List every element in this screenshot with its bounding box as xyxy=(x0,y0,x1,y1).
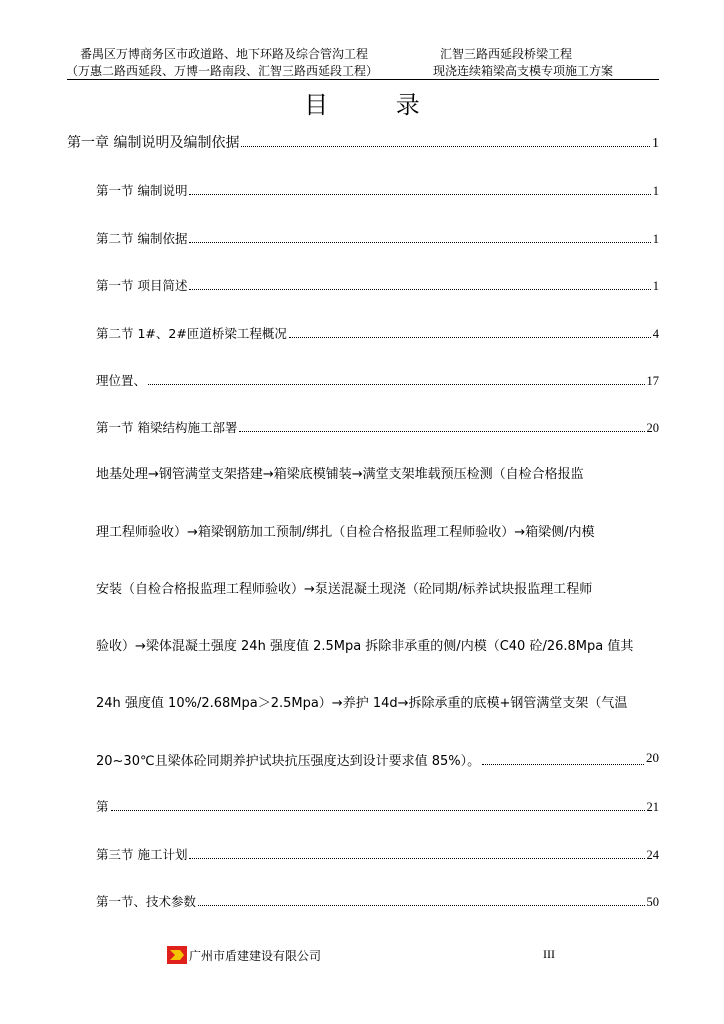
header-project-line1: 番禺区万博商务区市政道路、地下环路及综合管沟工程 xyxy=(80,47,369,61)
toc-entry-chapter-1[interactable] xyxy=(67,132,659,152)
dot-leader xyxy=(189,193,650,195)
toc-entry-process[interactable] xyxy=(96,750,659,769)
toc-entry-label: 第三节 施工计划 xyxy=(96,847,188,862)
toc-entry[interactable] xyxy=(96,797,659,815)
toc-entry[interactable] xyxy=(96,324,659,342)
process-line xyxy=(96,635,659,654)
toc-entry[interactable] xyxy=(96,418,659,436)
toc-entry-label: 20~30℃且梁体砼同期养护试块抗压强度达到设计要求值 85%）。 xyxy=(96,754,481,769)
toc-entry-label: 第 xyxy=(96,799,109,814)
header-right-line1: 汇智三路西延段桥梁工程 xyxy=(440,47,573,61)
dot-leader xyxy=(189,288,650,290)
process-text: 安装（自检合格报监理工程师验收）→泵送混凝土现浇（砼同期/标养试块报监理工程师 xyxy=(96,582,593,597)
toc-entry[interactable] xyxy=(96,845,659,863)
toc-entry[interactable] xyxy=(96,181,659,199)
toc-entry-label: 第一节 项目简述 xyxy=(96,278,188,293)
toc-entry-label: 第二节 编制依据 xyxy=(96,231,188,246)
dot-leader xyxy=(111,809,645,811)
toc-entry-label: 第一节 箱梁结构施工部署 xyxy=(96,420,238,435)
header-project-line2: （万惠二路西延段、万博一路南段、汇智三路西延段工程） xyxy=(66,64,379,78)
toc-entry[interactable] xyxy=(96,229,659,247)
process-text: 验收）→梁体混凝土强度 24h 强度值 2.5Mpa 拆除非承重的侧/内模（C40 砼/26.8Mpa 值其 xyxy=(96,639,634,654)
toc-entry[interactable] xyxy=(96,276,659,294)
process-text: 地基处理→钢管满堂支架搭建→箱梁底模铺装→满堂支架堆载预压检测（自检合格报监 xyxy=(96,467,584,482)
toc-entry-label: 第二节 1#、2#匝道桥梁工程概况 xyxy=(96,326,287,341)
company-logo-icon xyxy=(167,946,187,964)
process-line xyxy=(96,692,659,711)
dot-leader xyxy=(241,145,650,147)
header-divider xyxy=(67,79,659,80)
dot-leader xyxy=(189,241,650,243)
toc-entry-page: 20 xyxy=(646,421,659,435)
toc-entry-label: 第一节、技术参数 xyxy=(96,894,197,909)
page-number: III xyxy=(543,947,555,961)
toc-entry-page: 1 xyxy=(652,136,659,151)
dot-leader xyxy=(198,904,644,906)
header-right-line2: 现浇连续箱梁高支模专项施工方案 xyxy=(433,64,614,78)
process-text: 理工程师验收）→箱梁钢筋加工预制/绑扎（自检合格报监理工程师验收）→箱梁侧/内模 xyxy=(96,525,595,540)
dot-leader xyxy=(289,336,651,338)
toc-entry-page: 1 xyxy=(652,279,659,293)
toc-entry-page: 21 xyxy=(646,800,659,814)
toc-entry-page: 1 xyxy=(652,184,659,198)
toc-entry-page: 17 xyxy=(646,374,659,388)
dot-leader xyxy=(148,383,644,385)
toc-entry-label: 第一章 编制说明及编制依据 xyxy=(67,135,240,151)
process-text: 24h 强度值 10%/2.68Mpa＞2.5Mpa）→养护 14d→拆除承重的底模+钢管满堂支架（气温 xyxy=(96,696,628,711)
toc-entry-page: 24 xyxy=(646,848,659,862)
toc-entry-page: 20 xyxy=(646,750,659,765)
process-line xyxy=(96,463,659,482)
toc-entry[interactable] xyxy=(96,371,659,389)
footer-company xyxy=(167,946,321,964)
dot-leader xyxy=(189,857,644,859)
toc-entry-label: 第一节 编制说明 xyxy=(96,183,188,198)
dot-leader xyxy=(239,430,644,432)
process-line xyxy=(96,578,659,597)
toc-entry[interactable] xyxy=(96,892,659,910)
toc-entry-label: 理位置、 xyxy=(96,373,147,388)
process-line xyxy=(96,521,659,540)
dot-leader xyxy=(482,750,644,765)
toc-entry-page: 1 xyxy=(652,232,659,246)
page-title: 目 录 xyxy=(304,91,450,119)
toc-entry-page: 4 xyxy=(652,327,659,341)
company-name: 广州市盾建建设有限公司 xyxy=(189,948,322,963)
toc-entry-page: 50 xyxy=(646,895,659,909)
